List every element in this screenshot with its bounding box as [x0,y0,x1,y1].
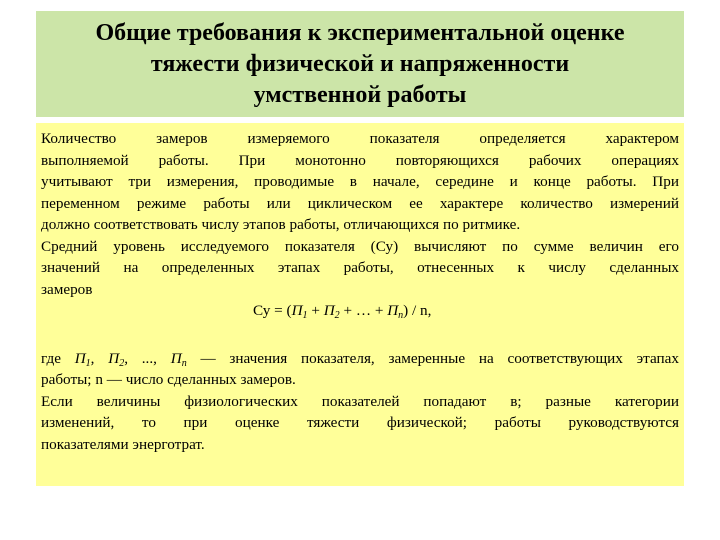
text-line: замеров [41,280,93,298]
slide-body [36,123,684,486]
formula: Су = ($П_1 + П_2$ + … + $П_n$) / n, [253,302,432,321]
text-line: работы; n — число сделанных замеров. [41,371,296,388]
paragraph-average-level [41,236,679,301]
text-line: показателями энерготрат. [41,435,205,453]
text-line: Количество замеров измеряемого показателя определяется характером [41,130,679,147]
paragraph-measurement-count [41,128,679,236]
text-line: переменном режиме работы или циклическом ее характере количество измерений [41,194,679,212]
text-line: Средний уровень исследуемого показателя (Су) вычисляют по сумме величин его [41,237,679,255]
paragraph-physiological [41,391,679,456]
text-line: должно соответствовать числу этапов работы, отличающихся по ритмике. [41,216,521,233]
text-line: где $П_1$, $П_2$, ..., $П_n$ — значения показателя, замеренные на соответствующих этапах [41,349,679,369]
text-line: значений на определенных этапах работы, отнесенных к числу сделанных [41,259,679,276]
title-line-1: Общие требования к экспериментальной оценке [95,19,625,46]
text-line: изменений, то при оценке тяжести физической; работы руководствуются [41,414,679,431]
text-line: выполняемой работы. При монотонно повторяющихся рабочих операциях [41,151,679,169]
title-line-3: умственной работы [253,81,467,108]
title-line-2: тяжести физической и напряженности [150,50,570,77]
text-line: учитывают три измерения, проводимые в начале, середине и конце работы. При [41,173,679,190]
paragraph-where [41,348,679,391]
slide-title [36,11,684,117]
text-line: Если величины физиологических показателей попадают в; разные категории [41,392,679,410]
